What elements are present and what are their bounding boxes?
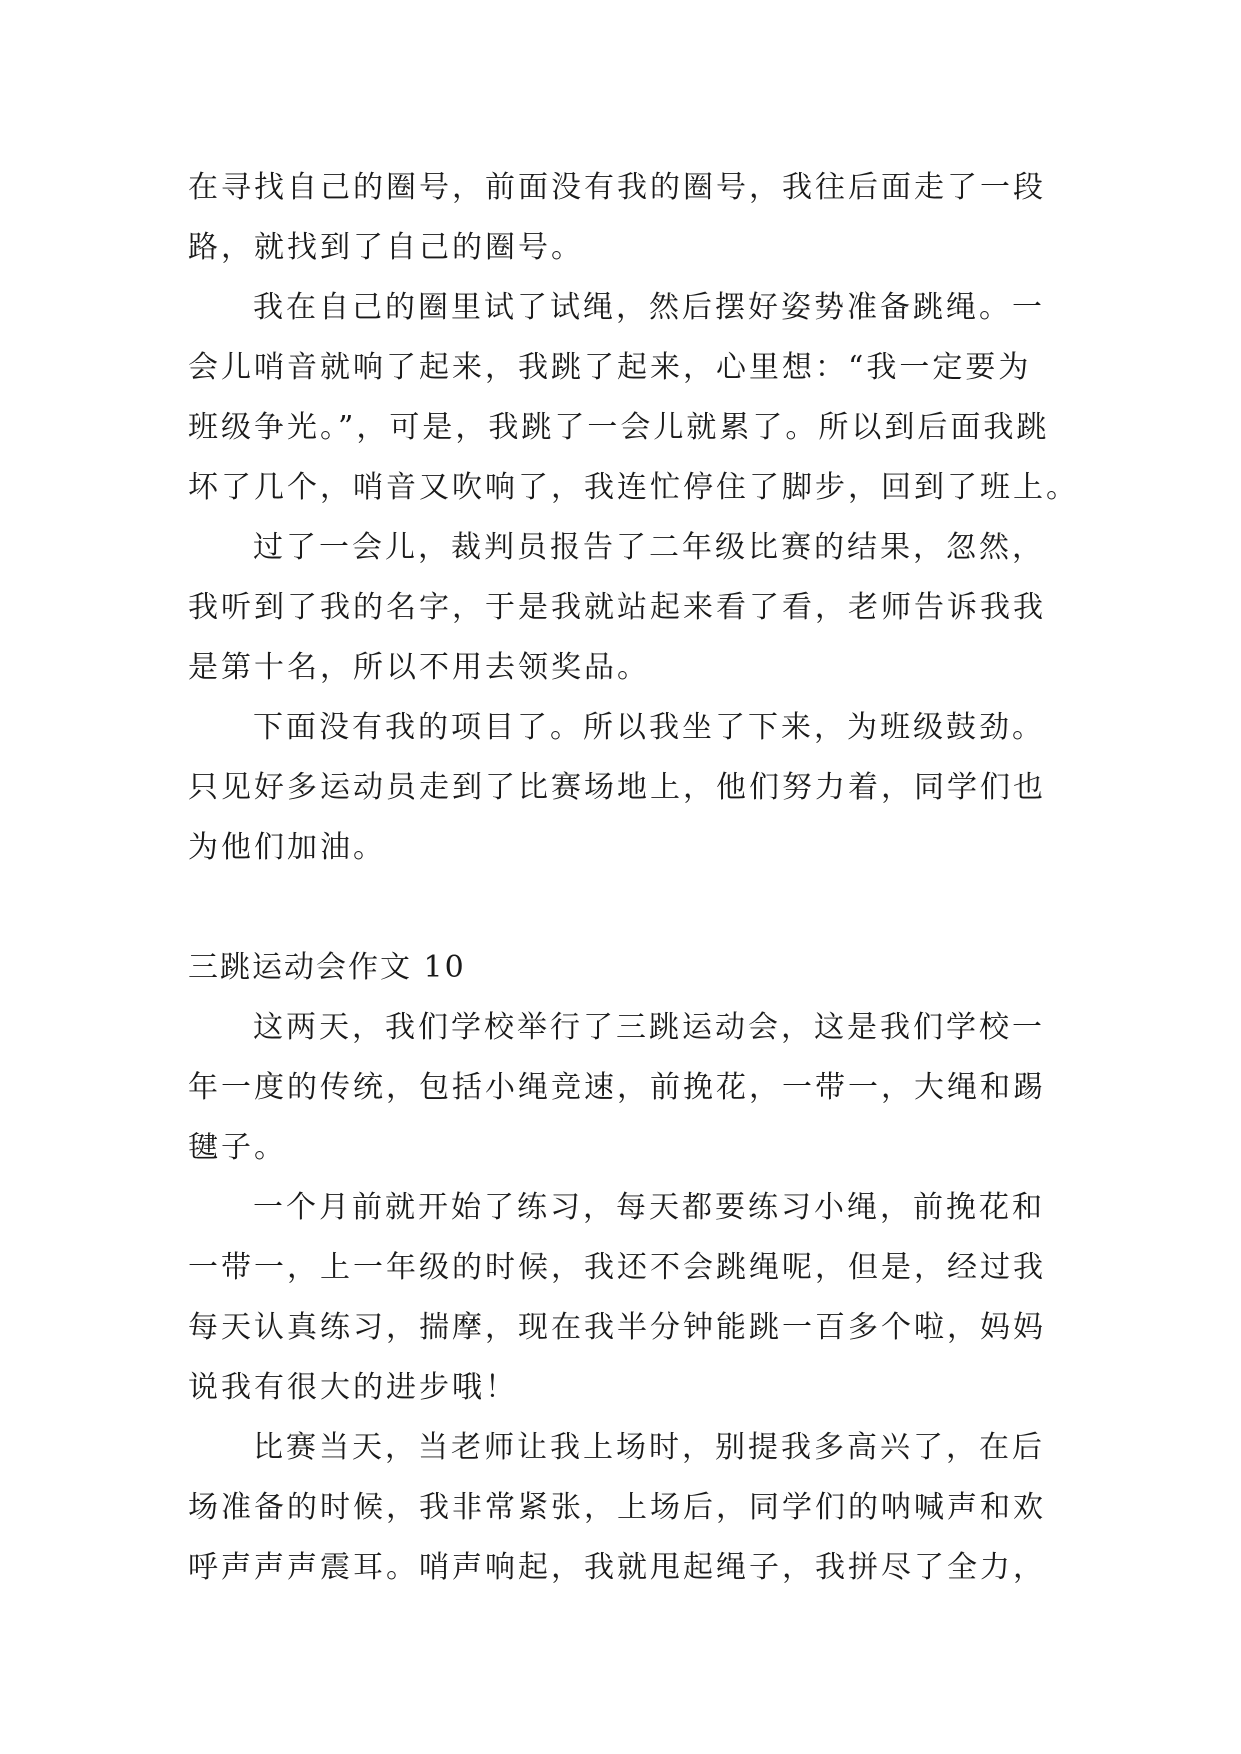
text-line: 场准备的时候，我非常紧张，上场后，同学们的呐喊声和欢 <box>188 1490 1046 1525</box>
section-heading: 三跳运动会作文 10 <box>188 950 466 985</box>
text-line: 只见好多运动员走到了比赛场地上，他们努力着，同学们也 <box>188 770 1046 805</box>
text-line: 在寻找自己的圈号，前面没有我的圈号，我往后面走了一段 <box>188 170 1046 205</box>
text-line: 年一度的传统，包括小绳竞速，前挽花，一带一，大绳和踢 <box>188 1070 1046 1105</box>
text-line: 是第十名，所以不用去领奖品。 <box>188 650 650 685</box>
section-gap <box>188 878 1050 938</box>
paragraph-start-line: 过了一会儿，裁判员报告了二年级比赛的结果，忽然， <box>253 530 1045 565</box>
text-line: 每天认真练习，揣摩，现在我半分钟能跳一百多个啦，妈妈 <box>188 1310 1046 1345</box>
paragraph-start-line: 一个月前就开始了练习，每天都要练习小绳，前挽花和 <box>253 1190 1045 1225</box>
text-line: 会儿哨音就响了起来，我跳了起来，心里想：“我一定要为 <box>188 350 1032 385</box>
text-line: 路，就找到了自己的圈号。 <box>188 230 584 265</box>
paragraph-start-line: 我在自己的圈里试了试绳，然后摆好姿势准备跳绳。一 <box>253 290 1045 325</box>
text-line: 为他们加油。 <box>188 830 386 865</box>
paragraph-start-line: 这两天，我们学校举行了三跳运动会，这是我们学校一 <box>253 1010 1045 1045</box>
text-line: 说我有很大的进步哦！ <box>188 1370 518 1405</box>
paragraph-start-line: 下面没有我的项目了。所以我坐了下来，为班级鼓劲。 <box>253 710 1045 745</box>
text-line: 一带一，上一年级的时候，我还不会跳绳呢，但是，经过我 <box>188 1250 1046 1285</box>
text-line: 坏了几个，哨音又吹响了，我连忙停住了脚步，回到了班上。 <box>188 470 1079 505</box>
text-line: 班级争光。”，可是，我跳了一会儿就累了。所以到后面我跳 <box>188 410 1050 445</box>
paragraph-start-line: 比赛当天，当老师让我上场时，别提我多高兴了，在后 <box>253 1430 1045 1465</box>
document-page <box>188 158 1079 1598</box>
text-line: 毽子。 <box>188 1130 287 1165</box>
text-line: 呼声声声震耳。哨声响起，我就甩起绳子，我拼尽了全力， <box>188 1550 1046 1585</box>
text-line: 我听到了我的名字，于是我就站起来看了看，老师告诉我我 <box>188 590 1046 625</box>
